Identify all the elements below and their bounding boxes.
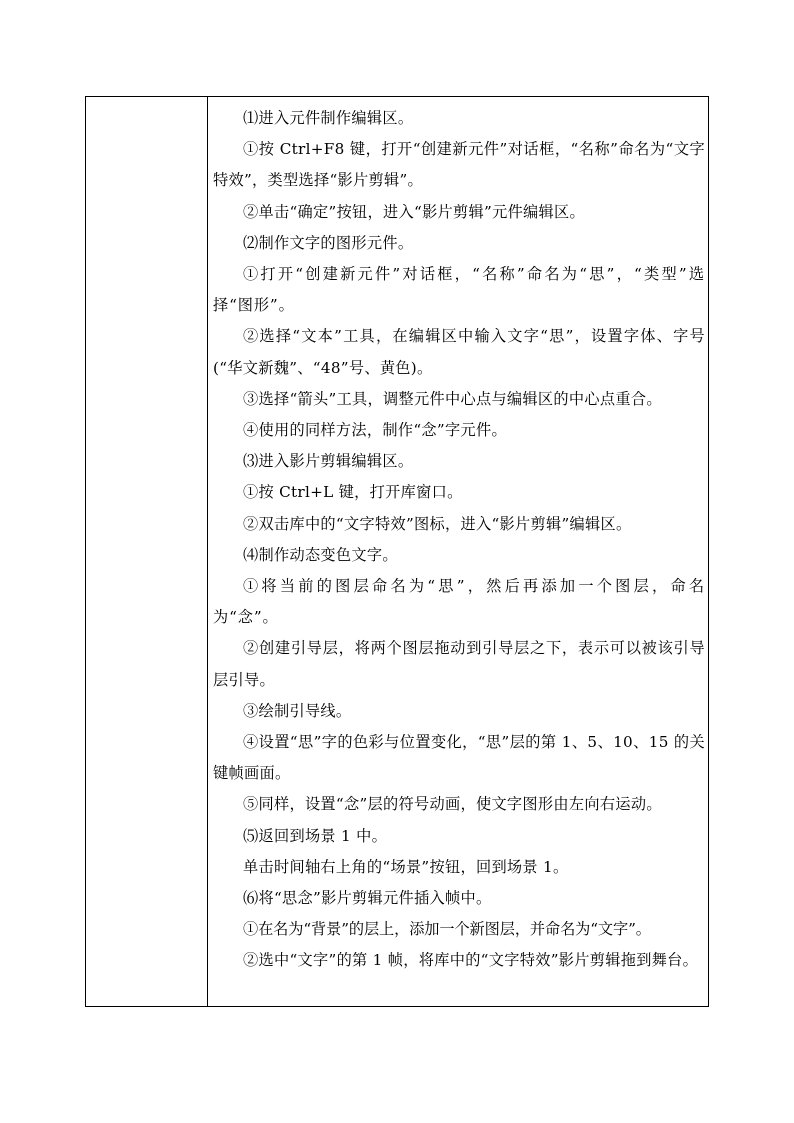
instructions-cell bbox=[213, 103, 705, 977]
step-heading-2: ⑵制作文字的图形元件。 bbox=[243, 233, 414, 252]
step-4-2: ②创建引导层，将两个图层拖动到引导层之下，表示可以被该引导层引导。 bbox=[213, 639, 705, 689]
step-2-2: ②选择“文本”工具，在编辑区中输入文字“思”，设置字体、字号(“华文新魏”、“48”号、黄色)。 bbox=[213, 327, 705, 377]
step-4-1: ①将当前的图层命名为“思”，然后再添加一个图层，命名为“念”。 bbox=[213, 577, 705, 627]
step-1-1: ①按 Ctrl+F8 键，打开“创建新元件”对话框，“名称”命名为“文字特效”，类型选择“影片剪辑”。 bbox=[213, 140, 705, 190]
step-3-1: ①按 Ctrl+L 键，打开库窗口。 bbox=[243, 483, 463, 502]
step-heading-1: ⑴进入元件制作编辑区。 bbox=[243, 109, 414, 127]
step-6-2: ②选中“文字”的第 1 帧，将库中的“文字特效”影片剪辑拖到舞台。 bbox=[243, 951, 699, 970]
step-2-3: ③选择“箭头”工具，调整元件中心点与编辑区的中心点重合。 bbox=[243, 389, 662, 408]
step-1-2: ②单击“确定”按钮，进入“影片剪辑”元件编辑区。 bbox=[243, 202, 586, 221]
step-heading-5: ⑸返回到场景 1 中。 bbox=[243, 826, 388, 845]
step-heading-4: ⑷制作动态变色文字。 bbox=[243, 545, 398, 564]
step-5-1: 单击时间轴右上角的“场景”按钮，回到场景 1。 bbox=[243, 857, 569, 876]
step-3-2: ②双击库中的“文字特效”图标，进入“影片剪辑”编辑区。 bbox=[243, 514, 632, 533]
step-6-1: ①在名为“背景”的层上，添加一个新图层，并命名为“文字”。 bbox=[243, 920, 651, 939]
step-heading-3: ⑶进入影片剪辑编辑区。 bbox=[243, 452, 414, 471]
step-heading-6: ⑹将“思念”影片剪辑元件插入帧中。 bbox=[243, 889, 492, 908]
left-column-cell bbox=[86, 97, 207, 1006]
step-4-3: ③绘制引导线。 bbox=[243, 701, 352, 720]
step-4-4: ④设置“思”字的色彩与位置变化，“思”层的第 1、5、10、15 的关键帧画面。 bbox=[213, 733, 705, 783]
column-divider bbox=[207, 97, 208, 1006]
step-4-5: ⑤同样，设置“念”层的符号动画，使文字图形由左向右运动。 bbox=[243, 795, 662, 814]
step-2-1: ①打开“创建新元件”对话框，“名称”命名为“思”，“类型”选择“图形”。 bbox=[213, 265, 705, 315]
step-2-4: ④使用的同样方法，制作“念”字元件。 bbox=[243, 421, 507, 440]
content-table bbox=[85, 96, 709, 1007]
